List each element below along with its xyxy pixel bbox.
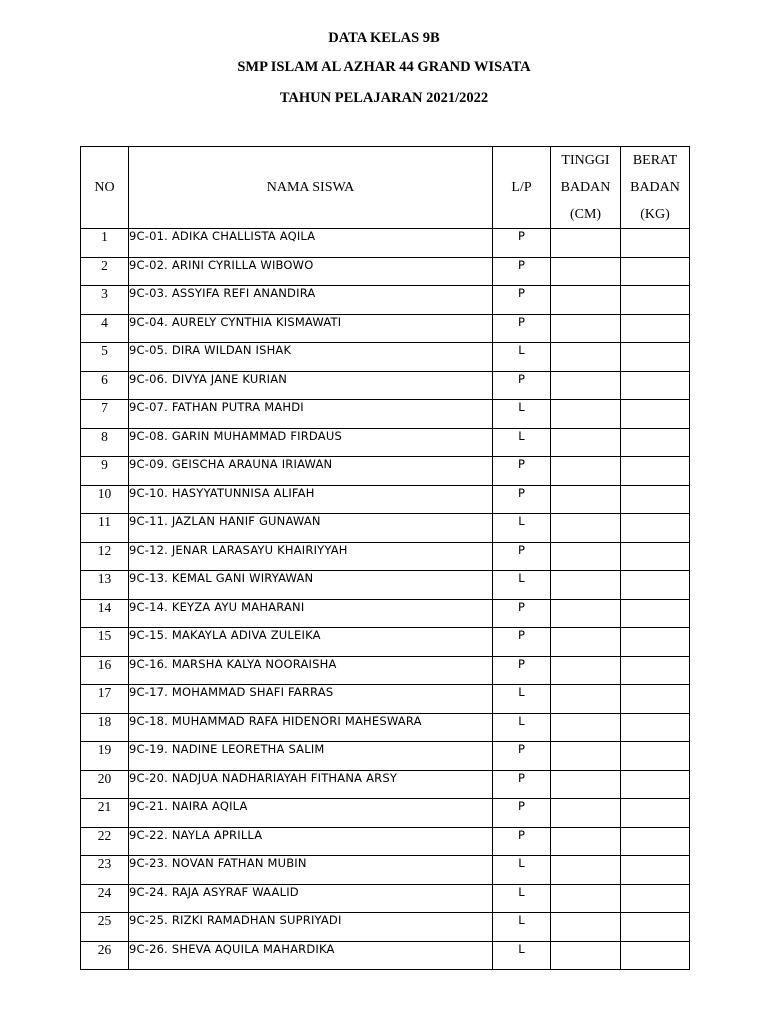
header-nama-siswa: NAMA SISWA (129, 147, 493, 229)
cell-tinggi-badan (551, 827, 621, 856)
cell-lp: L (493, 713, 551, 742)
cell-no: 18 (81, 713, 129, 742)
cell-lp: P (493, 742, 551, 771)
document-title: DATA KELAS 9B (328, 30, 440, 46)
cell-lp: L (493, 685, 551, 714)
cell-lp: L (493, 571, 551, 600)
cell-nama-siswa: 9C-09. GEISCHA ARAUNA IRIAWAN (129, 457, 493, 486)
table-row (81, 257, 690, 286)
cell-nama-siswa: 9C-25. RIZKI RAMADHAN SUPRIYADI (129, 913, 493, 942)
cell-tinggi-badan (551, 884, 621, 913)
cell-berat-badan (621, 514, 690, 543)
cell-no: 6 (81, 371, 129, 400)
cell-berat-badan (621, 884, 690, 913)
cell-berat-badan (621, 485, 690, 514)
cell-lp: P (493, 827, 551, 856)
cell-no: 17 (81, 685, 129, 714)
table-row (81, 371, 690, 400)
table-row (81, 941, 690, 970)
cell-berat-badan (621, 799, 690, 828)
cell-no: 1 (81, 229, 129, 258)
cell-lp: P (493, 457, 551, 486)
table-row (81, 656, 690, 685)
cell-berat-badan (621, 428, 690, 457)
cell-lp: L (493, 514, 551, 543)
header-berat-badan (621, 147, 690, 229)
cell-nama-siswa: 9C-07. FATHAN PUTRA MAHDI (129, 400, 493, 429)
cell-berat-badan (621, 656, 690, 685)
cell-no: 13 (81, 571, 129, 600)
cell-nama-siswa: 9C-22. NAYLA APRILLA (129, 827, 493, 856)
cell-tinggi-badan (551, 371, 621, 400)
cell-nama-siswa: 9C-05. DIRA WILDAN ISHAK (129, 343, 493, 372)
table-row (81, 229, 690, 258)
table-row (81, 428, 690, 457)
cell-nama-siswa: 9C-26. SHEVA AQUILA MAHARDIKA (129, 941, 493, 970)
cell-nama-siswa: 9C-13. KEMAL GANI WIRYAWAN (129, 571, 493, 600)
cell-berat-badan (621, 827, 690, 856)
table-row (81, 571, 690, 600)
cell-tinggi-badan (551, 428, 621, 457)
cell-tinggi-badan (551, 856, 621, 885)
cell-berat-badan (621, 229, 690, 258)
table-row (81, 457, 690, 486)
cell-no: 8 (81, 428, 129, 457)
cell-berat-badan (621, 628, 690, 657)
cell-no: 24 (81, 884, 129, 913)
cell-no: 21 (81, 799, 129, 828)
header-berat-line: (KG) (640, 207, 670, 222)
cell-tinggi-badan (551, 656, 621, 685)
header-lp: L/P (493, 147, 551, 229)
cell-tinggi-badan (551, 400, 621, 429)
cell-tinggi-badan (551, 314, 621, 343)
cell-tinggi-badan (551, 485, 621, 514)
cell-nama-siswa: 9C-10. HASYYATUNNISA ALIFAH (129, 485, 493, 514)
cell-berat-badan (621, 542, 690, 571)
cell-no: 16 (81, 656, 129, 685)
student-table (80, 146, 690, 970)
cell-tinggi-badan (551, 628, 621, 657)
cell-no: 23 (81, 856, 129, 885)
academic-year: TAHUN PELAJARAN 2021/2022 (279, 90, 489, 106)
table-row (81, 400, 690, 429)
cell-tinggi-badan (551, 685, 621, 714)
cell-no: 25 (81, 913, 129, 942)
cell-no: 3 (81, 286, 129, 315)
cell-no: 4 (81, 314, 129, 343)
table-row (81, 742, 690, 771)
cell-tinggi-badan (551, 229, 621, 258)
table-row (81, 856, 690, 885)
cell-tinggi-badan (551, 257, 621, 286)
cell-lp: L (493, 428, 551, 457)
cell-nama-siswa: 9C-08. GARIN MUHAMMAD FIRDAUS (129, 428, 493, 457)
table-row (81, 884, 690, 913)
header-no: NO (81, 147, 129, 229)
header-tinggi-line: BADAN (560, 180, 611, 195)
cell-berat-badan (621, 713, 690, 742)
cell-lp: P (493, 229, 551, 258)
cell-berat-badan (621, 742, 690, 771)
cell-nama-siswa: 9C-21. NAIRA AQILA (129, 799, 493, 828)
cell-lp: P (493, 542, 551, 571)
table-row (81, 599, 690, 628)
cell-nama-siswa: 9C-23. NOVAN FATHAN MUBIN (129, 856, 493, 885)
table-row (81, 485, 690, 514)
cell-berat-badan (621, 286, 690, 315)
cell-nama-siswa: 9C-11. JAZLAN HANIF GUNAWAN (129, 514, 493, 543)
cell-tinggi-badan (551, 514, 621, 543)
cell-tinggi-badan (551, 770, 621, 799)
cell-no: 12 (81, 542, 129, 571)
table-header-row (81, 147, 690, 229)
cell-berat-badan (621, 571, 690, 600)
header-tinggi-line: TINGGI (561, 153, 610, 168)
cell-no: 14 (81, 599, 129, 628)
cell-no: 9 (81, 457, 129, 486)
cell-nama-siswa: 9C-01. ADIKA CHALLISTA AQILA (129, 229, 493, 258)
cell-lp: P (493, 770, 551, 799)
cell-lp: P (493, 257, 551, 286)
cell-tinggi-badan (551, 286, 621, 315)
cell-lp: P (493, 485, 551, 514)
table-row (81, 827, 690, 856)
header-tinggi-line: (CM) (569, 207, 602, 222)
school-name: SMP ISLAM AL AZHAR 44 GRAND WISATA (237, 59, 531, 75)
table-row (81, 685, 690, 714)
cell-nama-siswa: 9C-02. ARINI CYRILLA WIBOWO (129, 257, 493, 286)
cell-lp: P (493, 628, 551, 657)
cell-lp: P (493, 371, 551, 400)
header-berat-line: BADAN (630, 180, 680, 195)
cell-tinggi-badan (551, 713, 621, 742)
cell-lp: L (493, 913, 551, 942)
cell-berat-badan (621, 941, 690, 970)
cell-nama-siswa: 9C-20. NADJUA NADHARIAYAH FITHANA ARSY (129, 770, 493, 799)
cell-nama-siswa: 9C-18. MUHAMMAD RAFA HIDENORI MAHESWARA (129, 713, 493, 742)
table-row (81, 628, 690, 657)
cell-nama-siswa: 9C-14. KEYZA AYU MAHARANI (129, 599, 493, 628)
cell-lp: L (493, 400, 551, 429)
cell-nama-siswa: 9C-24. RAJA ASYRAF WAALID (129, 884, 493, 913)
cell-lp: P (493, 799, 551, 828)
cell-lp: L (493, 343, 551, 372)
table-row (81, 713, 690, 742)
cell-tinggi-badan (551, 457, 621, 486)
cell-lp: L (493, 941, 551, 970)
table-row (81, 286, 690, 315)
table-row (81, 314, 690, 343)
cell-tinggi-badan (551, 799, 621, 828)
cell-berat-badan (621, 257, 690, 286)
cell-berat-badan (621, 770, 690, 799)
cell-lp: L (493, 856, 551, 885)
table-row (81, 514, 690, 543)
cell-tinggi-badan (551, 941, 621, 970)
cell-nama-siswa: 9C-15. MAKAYLA ADIVA ZULEIKA (129, 628, 493, 657)
cell-no: 20 (81, 770, 129, 799)
cell-berat-badan (621, 913, 690, 942)
cell-no: 5 (81, 343, 129, 372)
cell-tinggi-badan (551, 343, 621, 372)
cell-nama-siswa: 9C-04. AURELY CYNTHIA KISMAWATI (129, 314, 493, 343)
cell-nama-siswa: 9C-19. NADINE LEORETHA SALIM (129, 742, 493, 771)
cell-no: 26 (81, 941, 129, 970)
cell-berat-badan (621, 371, 690, 400)
cell-berat-badan (621, 400, 690, 429)
table-row (81, 770, 690, 799)
cell-no: 10 (81, 485, 129, 514)
cell-tinggi-badan (551, 742, 621, 771)
cell-nama-siswa: 9C-12. JENAR LARASAYU KHAIRIYYAH (129, 542, 493, 571)
cell-lp: P (493, 314, 551, 343)
cell-no: 15 (81, 628, 129, 657)
table-body (81, 229, 690, 970)
cell-no: 11 (81, 514, 129, 543)
cell-lp: L (493, 884, 551, 913)
table-row (81, 913, 690, 942)
cell-nama-siswa: 9C-03. ASSYIFA REFI ANANDIRA (129, 286, 493, 315)
table-row (81, 542, 690, 571)
table-row (81, 343, 690, 372)
cell-berat-badan (621, 314, 690, 343)
cell-berat-badan (621, 599, 690, 628)
cell-tinggi-badan (551, 571, 621, 600)
cell-lp: P (493, 599, 551, 628)
cell-tinggi-badan (551, 599, 621, 628)
cell-lp: P (493, 286, 551, 315)
cell-tinggi-badan (551, 542, 621, 571)
cell-berat-badan (621, 685, 690, 714)
header-tinggi-badan (551, 147, 621, 229)
cell-berat-badan (621, 856, 690, 885)
header-berat-line: BERAT (632, 153, 678, 168)
cell-no: 19 (81, 742, 129, 771)
table-row (81, 799, 690, 828)
cell-nama-siswa: 9C-17. MOHAMMAD SHAFI FARRAS (129, 685, 493, 714)
cell-nama-siswa: 9C-16. MARSHA KALYA NOORAISHA (129, 656, 493, 685)
cell-no: 2 (81, 257, 129, 286)
cell-berat-badan (621, 343, 690, 372)
cell-no: 7 (81, 400, 129, 429)
cell-no: 22 (81, 827, 129, 856)
cell-berat-badan (621, 457, 690, 486)
cell-lp: P (493, 656, 551, 685)
cell-nama-siswa: 9C-06. DIVYA JANE KURIAN (129, 371, 493, 400)
cell-tinggi-badan (551, 913, 621, 942)
